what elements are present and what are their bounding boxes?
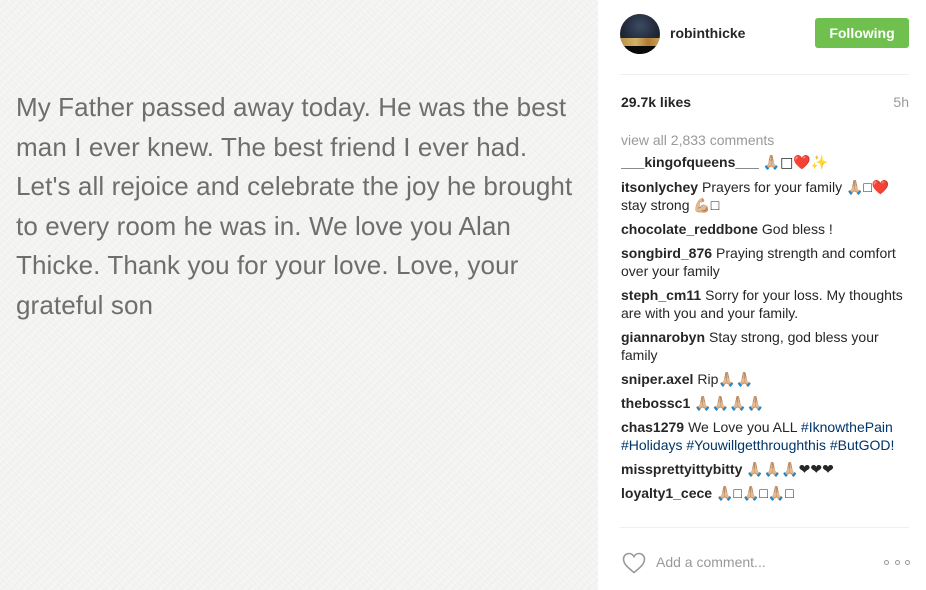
comments-list[interactable] xyxy=(621,131,911,527)
comment-item xyxy=(621,286,911,322)
comment-item xyxy=(621,220,911,238)
comment-text: Rip🙏🏼🙏🏼 xyxy=(697,371,754,387)
view-all-comments-link[interactable]: view all 2,833 comments xyxy=(621,132,775,148)
comment-username[interactable]: songbird_876 xyxy=(621,245,713,261)
post-header xyxy=(598,0,926,66)
following-button[interactable]: Following xyxy=(815,18,909,48)
comment-username[interactable]: steph_cm11 xyxy=(621,287,702,303)
comment-item xyxy=(621,460,911,478)
comment-text: 🙏🏼🙏🏼🙏🏼🙏🏼 xyxy=(694,395,764,411)
divider xyxy=(620,527,909,528)
comment-text: Stay strong, god bless your family xyxy=(621,329,879,363)
comment-text: We Love you ALL xyxy=(688,419,798,435)
dot-icon xyxy=(905,560,910,565)
comment-item xyxy=(621,418,911,454)
comment-text: Sorry for your loss. My thoughts are with you and your family. xyxy=(621,287,903,321)
add-comment-input[interactable] xyxy=(656,552,856,572)
comment-username[interactable]: loyalty1_cece xyxy=(621,485,713,501)
comment-text: 🙏🏼🙏🏼🙏🏼❤❤❤ xyxy=(746,461,834,477)
comment-username[interactable]: chas1279 xyxy=(621,419,685,435)
comment-item xyxy=(621,178,911,214)
comment-item xyxy=(621,244,911,280)
comment-hashtags[interactable]: #IknowthePain #Holidays #Youwillgetthroughthis #ButGOD! xyxy=(621,419,895,453)
comment-username[interactable]: missprettyittybitty xyxy=(621,461,743,477)
comment-username[interactable]: itsonlychey xyxy=(621,179,699,195)
comment-text: 🙏🏼□❤️✨ xyxy=(762,155,829,171)
comment-username[interactable]: sniper.axel xyxy=(621,371,694,387)
post-image-text: My Father passed away today. He was the best man I ever knew. The best friend I ever had. Let's all rejoice and celebrate the joy he brought to every room he was in. We love you Alan Thicke. Thank you for your love. Love, your grateful son xyxy=(16,92,573,320)
more-options-icon[interactable] xyxy=(884,555,910,569)
comment-text: Praying strength and comfort over your family xyxy=(621,245,896,279)
comment-text: 🙏🏼□🙏🏼□🙏🏼□ xyxy=(716,485,794,501)
post-side-panel xyxy=(598,0,926,590)
comment-item xyxy=(621,370,911,388)
dot-icon xyxy=(884,560,889,565)
comment-item xyxy=(621,328,911,364)
comment-text: God bless ! xyxy=(761,221,833,237)
comment-item xyxy=(621,484,911,502)
comment-username[interactable]: chocolate_reddbone xyxy=(621,221,758,237)
post-age: 5h xyxy=(893,94,909,110)
username-link[interactable]: robinthicke xyxy=(670,25,746,41)
divider xyxy=(620,74,909,75)
comment-username[interactable]: giannarobyn xyxy=(621,329,706,345)
comment-username[interactable]: ___kingofqueens___ xyxy=(621,154,759,170)
comment-username[interactable]: thebossc1 xyxy=(621,395,691,411)
avatar[interactable] xyxy=(620,14,660,54)
likes-count[interactable]: 29.7k likes xyxy=(621,94,692,110)
dot-icon xyxy=(895,560,900,565)
heart-icon[interactable] xyxy=(622,552,646,574)
comment-item xyxy=(621,394,911,412)
comment-text: Prayers for your family 🙏🏼□❤️ stay strong 💪🏼□ xyxy=(621,179,890,213)
comment-item xyxy=(621,153,911,172)
